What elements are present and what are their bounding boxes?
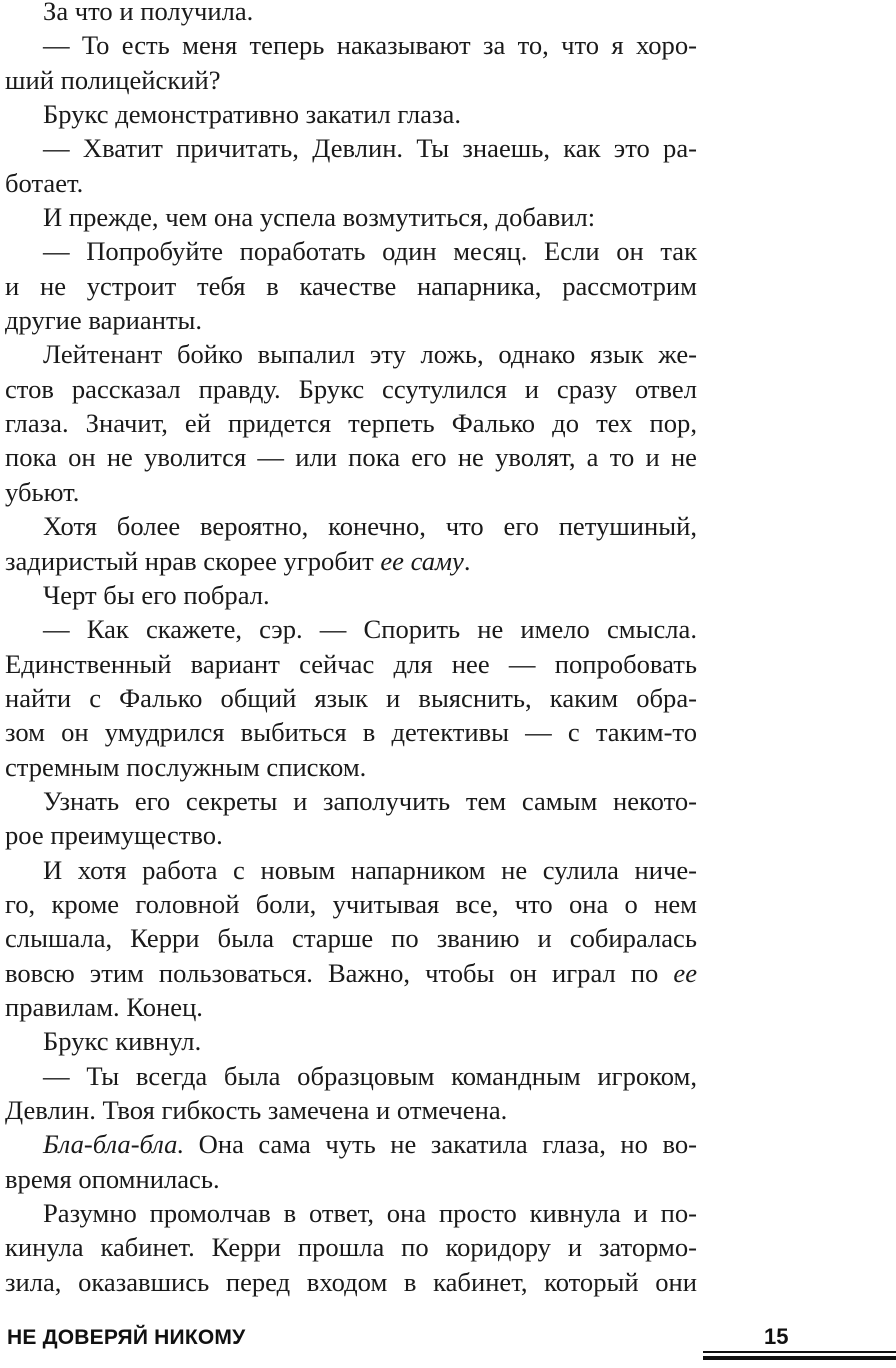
text-segment: — То есть меня теперь наказывают за то, что я хоро-: [43, 30, 697, 61]
text-line: [5, 1230, 697, 1264]
page-number: 15: [764, 1324, 789, 1349]
text-segment: найти с Фалько общий язык и выяснить, каким обра-: [5, 682, 697, 713]
text-line: [5, 1196, 697, 1230]
text-segment: .: [463, 545, 471, 576]
text-line: [5, 475, 697, 509]
text-line: [5, 372, 697, 406]
text-line: [5, 1093, 697, 1127]
text-line: [5, 647, 697, 681]
text-line: [5, 28, 697, 62]
text-segment: пока он не уволится — или пока его не уволят, а то и не: [5, 442, 697, 473]
text-segment: кинула кабинет. Керри прошла по коридору и затормо-: [5, 1232, 697, 1263]
text-line: [5, 818, 697, 852]
text-line: [5, 63, 697, 97]
text-segment: стремным послужным списком.: [5, 751, 367, 782]
text-line: [5, 921, 697, 955]
text-segment: стов рассказал правду. Брукс ссутулился и сразу отвел: [5, 373, 697, 404]
text-line: [5, 544, 697, 578]
text-line: [5, 1162, 697, 1196]
text-segment: ший полицейский?: [5, 64, 221, 95]
text-segment: зом он умудрился выбиться в детективы — с таким-то: [5, 717, 697, 748]
text-segment: другие варианты.: [5, 305, 203, 336]
footer-rule-thin: [703, 1351, 896, 1353]
text-segment: За что и получила.: [43, 0, 254, 26]
text-line: [5, 200, 697, 234]
running-footer-title: НЕ ДОВЕРЯЙ НИКОМУ: [7, 1326, 246, 1349]
text-line: [5, 612, 697, 646]
text-line: [5, 166, 697, 200]
text-segment: — Ты всегда была образцовым командным игроком,: [43, 1060, 697, 1091]
text-segment: — Попробуйте поработать один месяц. Если он так: [43, 236, 697, 267]
text-segment: — Как скажете, сэр. — Спорить не имело смысла.: [43, 614, 697, 645]
text-line: [5, 0, 697, 28]
text-segment: И хотя работа с новым напарником не сулила ниче-: [43, 854, 697, 885]
text-segment: И прежде, чем она успела возмутиться, добавил:: [43, 202, 596, 233]
text-line: [5, 337, 697, 371]
text-segment: Она сама чуть не закатила глаза, но во-: [184, 1129, 697, 1160]
text-segment: Лейтенант бойко выпалил эту ложь, однако язык же-: [43, 339, 697, 370]
text-line: [5, 509, 697, 543]
text-line: [5, 406, 697, 440]
text-line: [5, 269, 697, 303]
text-segment: го, кроме головной боли, учитывая все, что она о нем: [5, 888, 697, 919]
text-line: [5, 715, 697, 749]
text-line: [5, 234, 697, 268]
text-segment: рое преимущество.: [5, 820, 223, 851]
text-segment: и не устроит тебя в качестве напарника, рассмотрим: [5, 270, 697, 301]
text-segment: время опомнилась.: [5, 1163, 220, 1194]
italic-segment: Бла-бла-бла.: [43, 1129, 185, 1160]
italic-segment: ее: [673, 957, 697, 988]
text-segment: Брукс демонстративно закатил глаза.: [43, 99, 461, 130]
text-line: [5, 784, 697, 818]
text-line: [5, 578, 697, 612]
text-line: [5, 1024, 697, 1058]
text-segment: ботает.: [5, 167, 84, 198]
text-line: [5, 990, 697, 1024]
text-line: [5, 97, 697, 131]
text-segment: правилам. Конец.: [5, 991, 203, 1022]
text-line: [5, 956, 697, 990]
text-line: [5, 131, 697, 165]
text-segment: Хотя более вероятно, конечно, что его петушиный,: [43, 511, 697, 542]
text-segment: зила, оказавшись перед входом в кабинет, который они: [5, 1266, 697, 1297]
text-segment: слышала, Керри была старше по званию и собиралась: [5, 923, 697, 954]
text-segment: Девлин. Твоя гибкость замечена и отмечена.: [5, 1095, 508, 1125]
footer-rule-thick: [703, 1356, 896, 1360]
text-segment: глаза. Значит, ей придется терпеть Фалько до тех пор,: [5, 408, 697, 439]
text-line: [5, 1127, 697, 1161]
text-segment: убьют.: [5, 476, 80, 507]
text-line: [5, 1059, 697, 1093]
text-line: [5, 1265, 697, 1299]
text-line: [5, 853, 697, 887]
text-segment: Брукс кивнул.: [43, 1026, 202, 1057]
text-line: [5, 681, 697, 715]
text-segment: задиристый нрав скорее угробит: [5, 545, 381, 576]
text-segment: Узнать его секреты и заполучить тем самым некото-: [43, 785, 697, 816]
text-segment: Черт бы его побрал.: [43, 579, 270, 610]
text-segment: Единственный вариант сейчас для нее — попробовать: [5, 648, 697, 679]
text-segment: вовсю этим пользоваться. Важно, чтобы он играл по: [5, 957, 674, 988]
text-segment: — Хватит причитать, Девлин. Ты знаешь, как это ра-: [43, 133, 697, 164]
text-line: [5, 440, 697, 474]
text-line: [5, 303, 697, 337]
italic-segment: ее саму: [380, 545, 464, 576]
text-line: [5, 887, 697, 921]
text-segment: Разумно промолчав в ответ, она просто кивнула и по-: [43, 1198, 697, 1229]
body-text: [5, 0, 697, 1299]
text-line: [5, 750, 697, 784]
